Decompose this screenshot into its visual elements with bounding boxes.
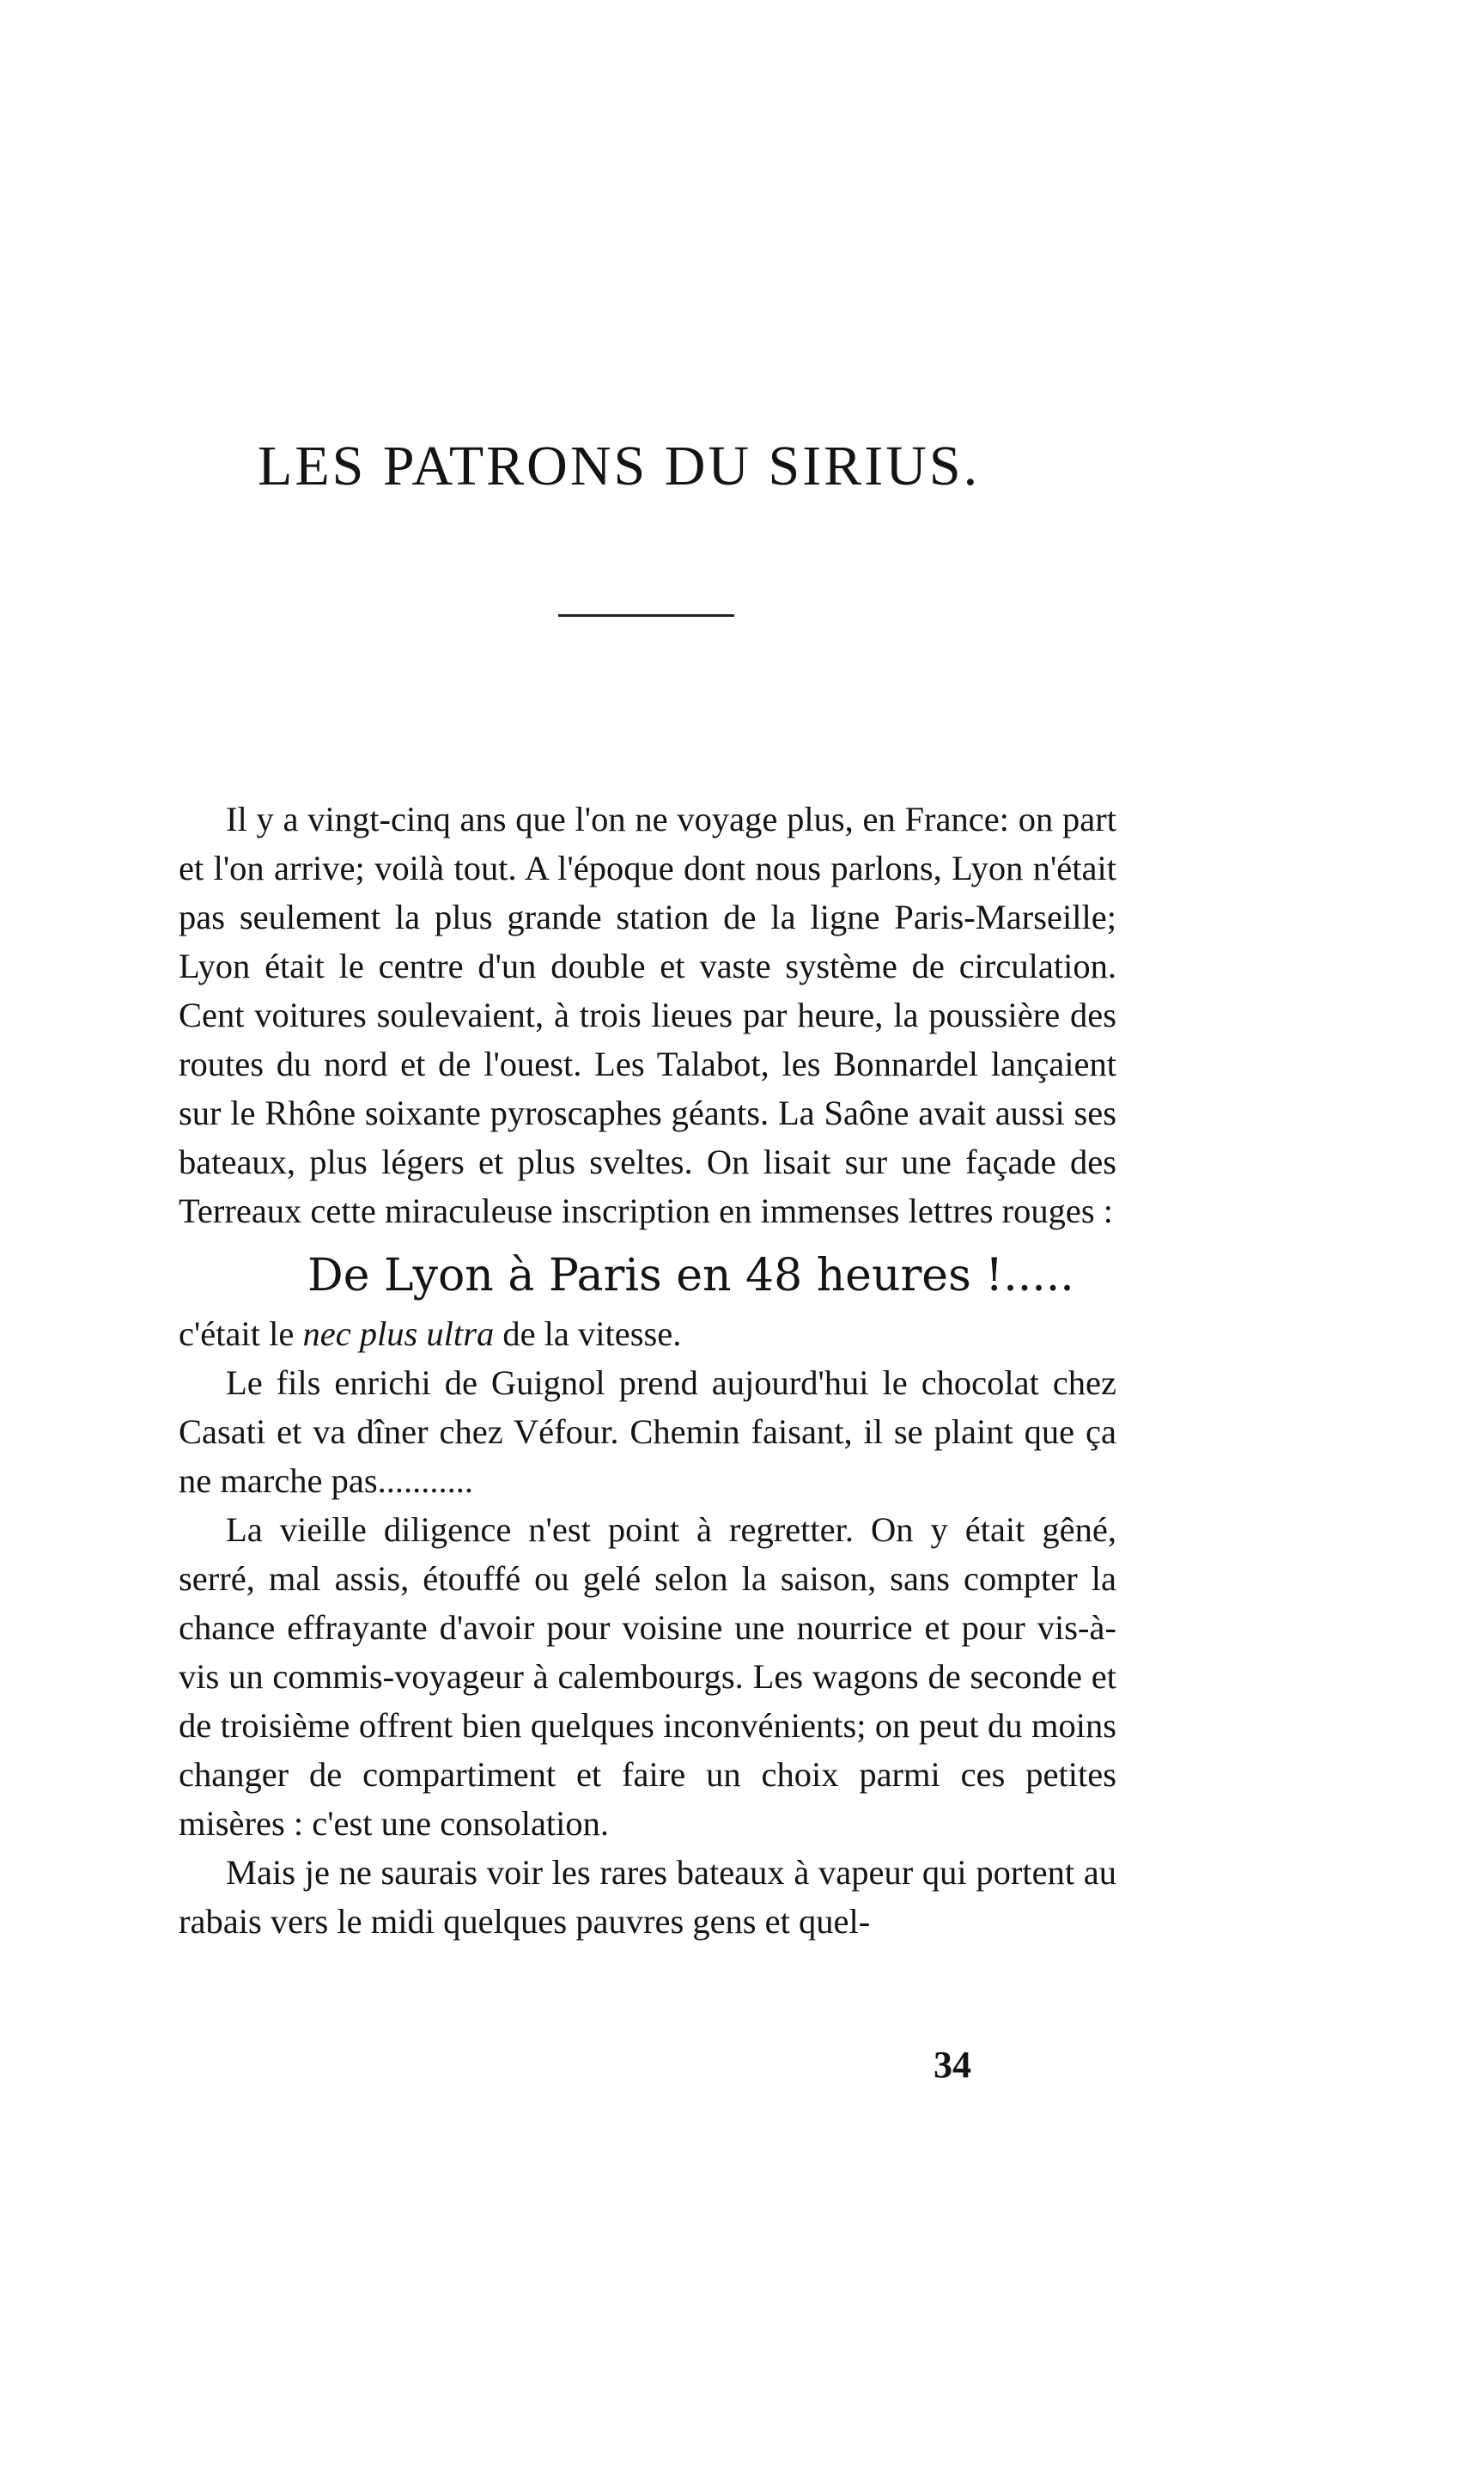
paragraph-vitesse-start: c'était le	[179, 1314, 303, 1353]
paragraph-bateaux: Mais je ne saurais voir les rares bateaux à vapeur qui portent au rabais vers le midi quelques pauvres gens et quel-	[179, 1853, 1116, 1941]
paragraph-vitesse	[179, 1309, 1116, 1358]
paragraph-intro: Il y a vingt-cinq ans que l'on ne voyage plus, en France: on part et l'on arrive; voilà tout. A l'époque dont nous parlons, Lyon n'était pas seulement la plus grande station de la ligne Paris-Marseille; Lyon était le centre d'un double et vaste système de circulation. Cent voitures soulevaient, à trois lieues par heure, la poussière des routes du nord et de l'ouest. Les Talabot, les Bonnardel lançaient sur le Rhône soixante pyroscaphes géants. La Saône avait aussi ses bateaux, plus légers et plus sveltes. On lisait sur une façade des Terreaux cette miraculeuse inscription en immenses lettres rouges :	[179, 800, 1116, 1230]
paragraph-diligence: La vieille diligence n'est point à regretter. On y était gêné, serré, mal assis, étouffé ou gelé selon la saison, sans compter la chance effrayante d'avoir pour voisine une nourrice et pour vis-à-vis un commis-voyageur à calembourgs. Les wagons de seconde et de troisième offrent bien quelques inconvénients; on peut du moins changer de compartiment et faire un choix parmi ces petites misères : c'est une consolation.	[179, 1510, 1116, 1843]
page-body	[179, 795, 1116, 1946]
title-divider	[558, 614, 734, 617]
latin-phrase: nec plus ultra	[302, 1314, 495, 1353]
page-number: 34	[934, 2044, 971, 2086]
paragraph-guignol: Le fils enrichi de Guignol prend aujourd'hui le chocolat chez Casati et va dîner chez Véfour. Chemin faisant, il se plaint que ça ne marche pas...........	[179, 1363, 1116, 1500]
paragraph-vitesse-end: de la vitesse.	[494, 1314, 682, 1353]
chapter-title: LES PATRONS DU SIRIUS.	[258, 435, 981, 497]
sign-inscription: De Lyon à Paris en 48 heures !.....	[307, 1250, 1074, 1301]
